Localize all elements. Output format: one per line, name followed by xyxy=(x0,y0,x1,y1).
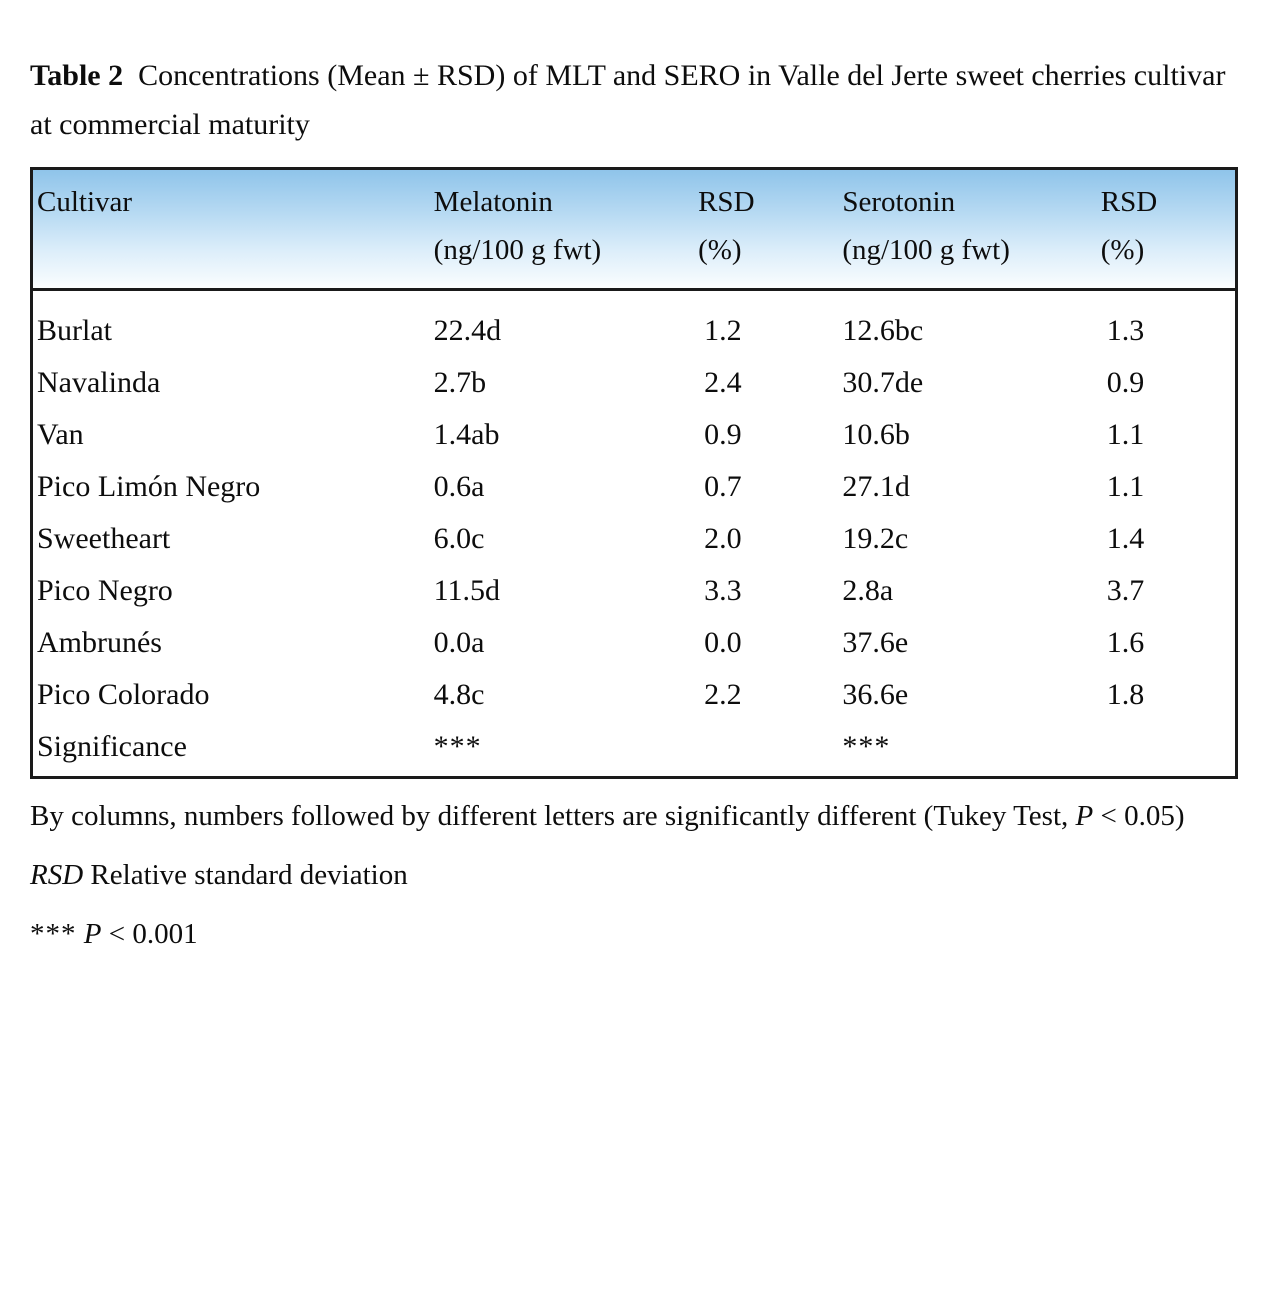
cell-cultivar: Significance xyxy=(37,730,187,764)
cell-melatonin: 2.7b xyxy=(433,366,487,400)
table-row-significance xyxy=(33,721,1235,776)
cell-cultivar: Pico Limón Negro xyxy=(37,470,261,504)
table-caption-label: Table 2 xyxy=(30,59,124,92)
cell-serotonin-rsd: 1.1 xyxy=(1106,418,1145,452)
table-container xyxy=(30,167,1238,779)
cell-melatonin-rsd: 0.9 xyxy=(704,418,742,452)
cell-serotonin-rsd: 1.1 xyxy=(1106,470,1145,504)
header-serotonin: Serotonin xyxy=(842,186,956,219)
header-melatonin: Melatonin xyxy=(433,186,553,219)
footnote-rsd xyxy=(30,852,1238,899)
cell-cultivar: Pico Colorado xyxy=(37,678,210,712)
header-serotonin-rsd-units: (%) xyxy=(1100,234,1145,267)
footnote-stars xyxy=(30,911,1238,958)
header-row-line2 xyxy=(33,228,1235,290)
cell-serotonin: 27.1d xyxy=(842,470,910,504)
footnote-rsd-meaning: Relative standard deviation xyxy=(83,859,408,892)
cell-serotonin-rsd: 1.4 xyxy=(1106,522,1145,556)
table-footnotes xyxy=(30,793,1238,958)
footnote-significance-line2-post: < 0.05) xyxy=(1093,800,1185,833)
footnote-stars-p-symbol: P xyxy=(83,918,102,951)
cell-melatonin-rsd: 2.0 xyxy=(704,522,742,556)
footnote-stars-symbol: *** xyxy=(30,918,77,951)
cell-melatonin: 11.5d xyxy=(433,574,501,608)
cell-melatonin: 4.8c xyxy=(433,678,485,712)
footnote-significance-line2-pre: different (Tukey Test, xyxy=(817,800,1076,833)
header-melatonin-rsd: RSD xyxy=(698,186,755,219)
cell-serotonin-rsd xyxy=(1097,721,1235,776)
header-cultivar: Cultivar xyxy=(37,186,133,219)
table-row xyxy=(33,305,1235,357)
cell-serotonin: 36.6e xyxy=(842,678,909,712)
cell-melatonin-rsd: 0.7 xyxy=(704,470,742,504)
cell-melatonin-rsd: 2.2 xyxy=(704,678,742,712)
cell-melatonin: 22.4d xyxy=(433,314,502,348)
cell-cultivar: Navalinda xyxy=(37,366,161,400)
table-row xyxy=(33,617,1235,669)
table-caption-text: Concentrations (Mean ± RSD) of MLT and SERO in Valle del Jerte sweet cherries cultivar at commercial maturity xyxy=(30,59,1226,141)
header-serotonin-units: (ng/100 g fwt) xyxy=(842,234,1010,267)
header-serotonin-rsd: RSD xyxy=(1100,186,1158,219)
table-header xyxy=(33,170,1235,290)
table-row xyxy=(33,565,1235,617)
footnote-p-symbol: P xyxy=(1075,800,1094,833)
cell-serotonin-rsd: 1.8 xyxy=(1106,678,1145,712)
table-row xyxy=(33,461,1235,513)
cell-melatonin-rsd: 2.4 xyxy=(704,366,742,400)
cell-serotonin-rsd: 1.6 xyxy=(1106,626,1145,660)
cell-melatonin: 0.6a xyxy=(433,470,485,504)
cell-cultivar: Pico Negro xyxy=(37,574,173,608)
table-body xyxy=(33,305,1235,776)
cell-cultivar: Sweetheart xyxy=(37,522,171,556)
cell-melatonin-rsd: 0.0 xyxy=(704,626,742,660)
concentrations-table xyxy=(33,170,1235,776)
table-caption xyxy=(30,52,1238,149)
footnote-rsd-abbrev: RSD xyxy=(30,859,84,892)
table-row xyxy=(33,409,1235,461)
table-row xyxy=(33,513,1235,565)
cell-serotonin: 10.6b xyxy=(842,418,910,452)
cell-serotonin-significance: *** xyxy=(842,730,891,764)
cell-melatonin: 1.4ab xyxy=(433,418,500,452)
cell-cultivar: Van xyxy=(37,418,84,452)
cell-serotonin: 37.6e xyxy=(842,626,909,660)
cell-melatonin: 6.0c xyxy=(433,522,485,556)
cell-melatonin-rsd xyxy=(694,721,838,776)
cell-serotonin: 2.8a xyxy=(842,574,894,608)
cell-serotonin: 30.7de xyxy=(842,366,924,400)
header-cultivar-units xyxy=(33,228,430,290)
cell-serotonin-rsd: 3.7 xyxy=(1106,574,1145,608)
cell-serotonin: 12.6bc xyxy=(842,314,924,348)
header-melatonin-rsd-units: (%) xyxy=(698,234,742,267)
cell-melatonin-rsd: 3.3 xyxy=(704,574,742,608)
header-row-line1 xyxy=(33,170,1235,228)
header-rule xyxy=(33,290,1235,306)
cell-melatonin: 0.0a xyxy=(433,626,485,660)
table-row xyxy=(33,669,1235,721)
cell-serotonin: 19.2c xyxy=(842,522,909,556)
footnote-significance-line1: By columns, numbers followed by different letters are significantly xyxy=(30,800,810,833)
cell-serotonin-rsd: 1.3 xyxy=(1106,314,1145,348)
cell-cultivar: Ambrunés xyxy=(37,626,162,660)
cell-serotonin-rsd: 0.9 xyxy=(1106,366,1145,400)
footnote-significance xyxy=(30,793,1238,840)
cell-cultivar: Burlat xyxy=(37,314,112,348)
table-row xyxy=(33,357,1235,409)
cell-melatonin-rsd: 1.2 xyxy=(704,314,742,348)
footnote-stars-post: < 0.001 xyxy=(101,918,198,951)
header-melatonin-units: (ng/100 g fwt) xyxy=(433,234,602,267)
cell-melatonin-significance: *** xyxy=(433,730,482,764)
